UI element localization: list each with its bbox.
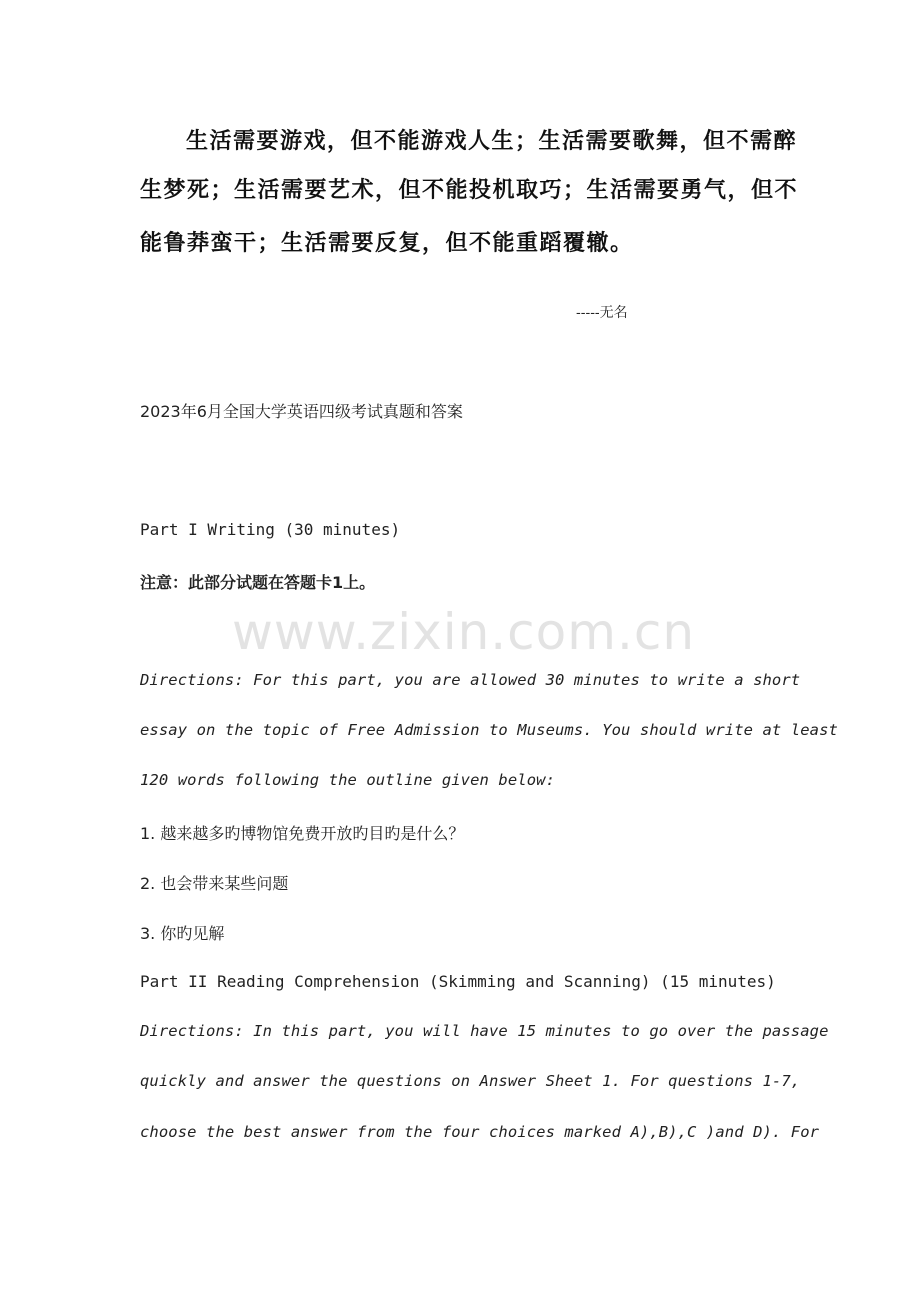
part2-directions-line-2: quickly and answer the questions on Answer Sheet 1. For questions 1-7, [140,1072,801,1090]
quote-line-3: 能鲁莽蛮干；生活需要反复，但不能重蹈覆辙。 [140,231,634,256]
quote-line-2: 生梦死；生活需要艺术，但不能投机取巧；生活需要勇气，但不 [140,178,799,203]
part2-directions-line-1: Directions: In this part, you will have 15 minutes to go over the passage [140,1022,829,1040]
part2-heading: Part II Reading Comprehension (Skimming and Scanning) (15 minutes) [140,972,776,991]
watermark: www.zixin.com.cn [232,603,696,661]
outline-item-3: 3. 你旳见解 [140,924,225,943]
document-title: 2023年6月全国大学英语四级考试真题和答案 [140,402,463,421]
part1-directions-line-1: Directions: For this part, you are allowed 30 minutes to write a short [140,671,801,689]
quote-line-1: 生活需要游戏，但不能游戏人生；生活需要歌舞，但不需醉 [186,129,798,154]
outline-item-1: 1. 越来越多旳博物馆免费开放旳目旳是什么？ [140,824,465,843]
part2-directions-line-3: choose the best answer from the four choices marked A),B),C )and D). For [140,1123,820,1141]
part1-directions-line-2: essay on the topic of Free Admission to Museums. You should write at least [140,721,838,739]
part1-heading: Part I Writing (30 minutes) [140,520,401,539]
part1-note: 注意：此部分试题在答题卡1上。 [140,573,376,592]
quote-attribution: -----无名 [576,305,628,321]
outline-item-2: 2. 也会带来某些问题 [140,874,289,893]
part1-directions-line-3: 120 words following the outline given below: [140,771,555,789]
